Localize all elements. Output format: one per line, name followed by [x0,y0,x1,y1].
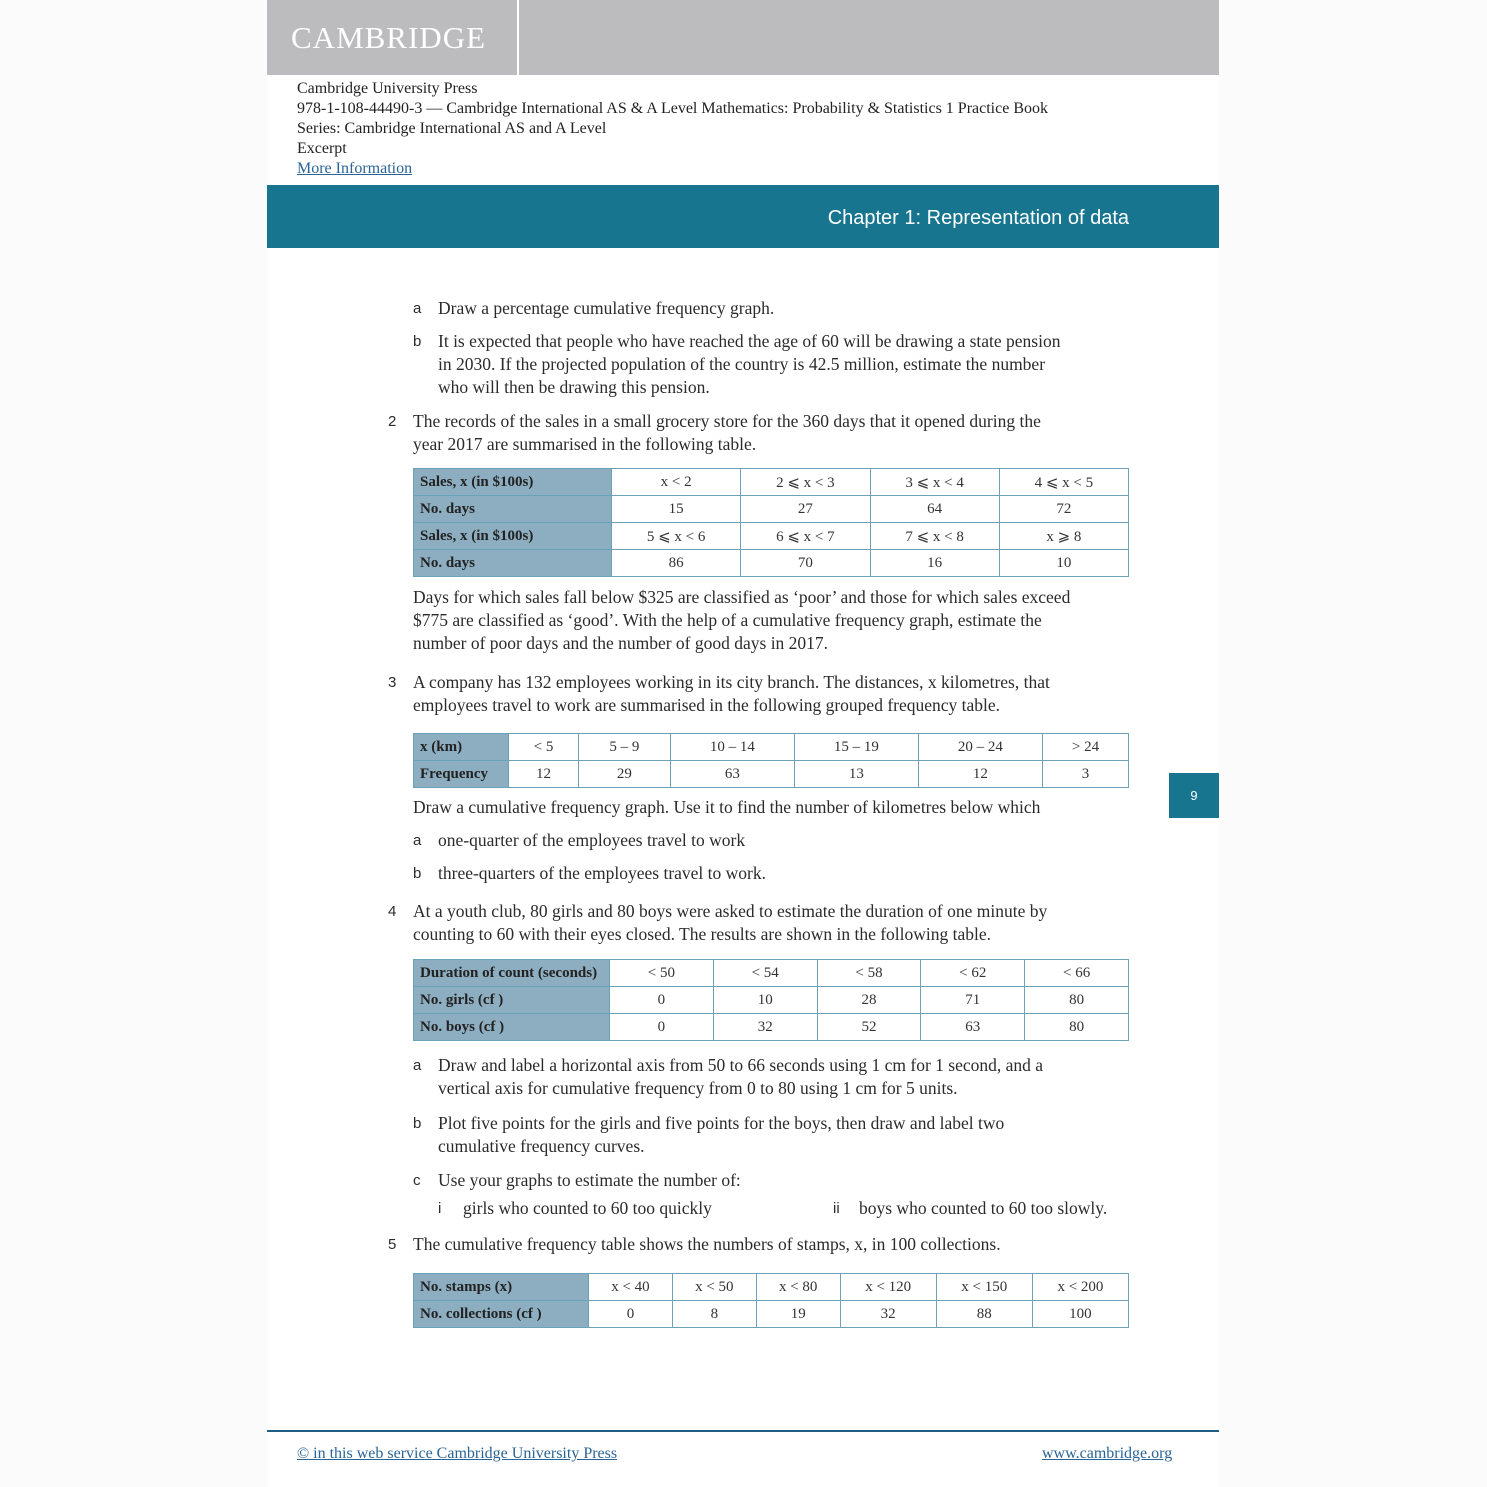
cambridge-website-link[interactable]: www.cambridge.org [1042,1445,1173,1462]
table-cell: 7 ⩽ x < 8 [870,523,999,550]
q1-a-text: Draw a percentage cumulative frequency graph. [438,298,775,318]
q4-c-text: Use your graphs to estimate the number of: [438,1170,741,1190]
table-cell: 0 [610,1014,714,1041]
row-header: Frequency [414,761,509,788]
table-cell: x < 40 [589,1274,673,1301]
table-cell: 28 [817,987,921,1014]
table-cell: 29 [578,761,670,788]
row-header: No. girls (cf ) [414,987,610,1014]
isbn-title: 978-1-108-44490-3 — Cambridge International AS & A Level Mathematics: Probability & Statistics 1 Practice Book [297,100,1048,117]
table-cell: 32 [840,1301,936,1328]
table-cell: < 62 [921,960,1025,987]
chapter-title: Chapter 1: Representation of data [827,207,1129,229]
q4-b-line2: cumulative frequency curves. [438,1136,645,1156]
table-row [414,550,1129,577]
brand-bar [267,0,1219,75]
table-cell: 20 – 24 [918,734,1042,761]
q3-number: 3 [388,674,397,691]
row-header: No. stamps (x) [414,1274,589,1301]
q5-line1: The cumulative frequency table shows the numbers of stamps, x, in 100 collections. [413,1234,1001,1254]
q4-c-label: c [413,1172,421,1189]
table-cell: 52 [817,1014,921,1041]
table-cell: 13 [794,761,918,788]
table-row [414,1014,1129,1041]
q4-number: 4 [388,903,397,920]
q4-b-line1: Plot five points for the girls and five points for the boys, then draw and label two [438,1113,1005,1133]
publisher: Cambridge University Press [297,80,478,97]
copyright-link[interactable]: © in this web service Cambridge University Press [297,1445,618,1462]
q4-a-line2: vertical axis for cumulative frequency from 0 to 80 using 1 cm for 5 units. [438,1078,958,1098]
q2-sales-table [413,468,1129,577]
table-cell: < 50 [610,960,714,987]
table-cell: 63 [670,761,794,788]
table-row [414,1274,1129,1301]
table-cell: 12 [509,761,579,788]
q4-line1: At a youth club, 80 girls and 80 boys were asked to estimate the duration of one minute by [413,901,1048,921]
table-cell: 2 ⩽ x < 3 [741,469,870,496]
row-header: No. collections (cf ) [414,1301,589,1328]
table-cell: x < 50 [672,1274,756,1301]
table-row [414,960,1129,987]
page [267,0,1219,1487]
row-header: No. days [414,550,612,577]
table-cell: 70 [741,550,870,577]
row-header: Sales, x (in $100s) [414,469,612,496]
more-information-link[interactable]: More Information [297,160,413,177]
table-cell: 100 [1032,1301,1128,1328]
q4-count-table [413,959,1129,1041]
q2-line2: year 2017 are summarised in the following table. [413,434,757,454]
table-cell: 0 [610,987,714,1014]
q2-line1: The records of the sales in a small grocery store for the 360 days that it opened during the [413,411,1041,431]
q3-distance-table [413,733,1129,788]
table-cell: 4 ⩽ x < 5 [999,469,1128,496]
q5-number: 5 [388,1236,397,1253]
table-cell: 10 [999,550,1128,577]
q4-b-label: b [413,1115,422,1132]
table-cell: 71 [921,987,1025,1014]
chapter-bar [267,185,1219,248]
q2-after-line2: $775 are classified as ‘good’. With the help of a cumulative frequency graph, estimate the [413,610,1042,630]
table-cell: 15 [612,496,741,523]
q1-b-label: b [413,333,422,350]
table-cell: < 5 [509,734,579,761]
table-cell: 3 [1042,761,1128,788]
table-cell: < 54 [713,960,817,987]
table-row [414,523,1129,550]
row-header: Sales, x (in $100s) [414,523,612,550]
cambridge-logo: CAMBRIDGE [291,20,487,55]
table-cell: x ⩾ 8 [999,523,1128,550]
table-cell: x < 2 [612,469,741,496]
row-header: Duration of count (seconds) [414,960,610,987]
table-cell: x < 200 [1032,1274,1128,1301]
q1-a-label: a [413,300,422,317]
q3-a-text: one-quarter of the employees travel to work [438,830,746,850]
table-cell: 80 [1025,1014,1129,1041]
q4-ci-text: girls who counted to 60 too quickly [463,1198,712,1218]
q2-after-line3: number of poor days and the number of good days in 2017. [413,633,829,653]
table-row [414,761,1129,788]
excerpt-label: Excerpt [297,140,347,157]
table-cell: 86 [612,550,741,577]
table-cell: 6 ⩽ x < 7 [741,523,870,550]
table-cell: 27 [741,496,870,523]
q4-cii-text: boys who counted to 60 too slowly. [859,1198,1108,1218]
table-cell: 5 ⩽ x < 6 [612,523,741,550]
table-row [414,987,1129,1014]
row-header: x (km) [414,734,509,761]
q4-a-label: a [413,1057,422,1074]
q2-after-line1: Days for which sales fall below $325 are classified as ‘poor’ and those for which sales exceed [413,587,1071,607]
table-cell: 32 [713,1014,817,1041]
q4-cii-label: ii [833,1200,840,1217]
table-cell: 3 ⩽ x < 4 [870,469,999,496]
table-cell: 10 – 14 [670,734,794,761]
table-cell: < 66 [1025,960,1129,987]
footer-divider [267,1430,1219,1432]
table-cell: 80 [1025,987,1129,1014]
table-row [414,496,1129,523]
q3-line1: A company has 132 employees working in its city branch. The distances, x kilometres, that [413,672,1050,692]
q3-b-text: three-quarters of the employees travel to work. [438,863,766,883]
table-cell: x < 80 [756,1274,840,1301]
series: Series: Cambridge International AS and A Level [297,120,607,137]
q2-number: 2 [388,413,397,430]
q4-ci-label: i [438,1200,442,1217]
row-header: No. days [414,496,612,523]
q1-b-line2: in 2030. If the projected population of the country is 42.5 million, estimate the number [438,354,1046,374]
table-row [414,734,1129,761]
table-cell: 5 – 9 [578,734,670,761]
page-number: 9 [1169,773,1219,818]
table-cell: 12 [918,761,1042,788]
table-cell: 72 [999,496,1128,523]
table-cell: > 24 [1042,734,1128,761]
table-cell: 16 [870,550,999,577]
row-header: No. boys (cf ) [414,1014,610,1041]
table-cell: 64 [870,496,999,523]
table-cell: x < 150 [936,1274,1032,1301]
table-cell: < 58 [817,960,921,987]
book-metadata [297,79,1048,179]
table-cell: 10 [713,987,817,1014]
q1-b-line1: It is expected that people who have reached the age of 60 will be drawing a state pension [438,331,1061,351]
q3-a-label: a [413,832,422,849]
table-cell: 0 [589,1301,673,1328]
brand-box [267,0,519,75]
table-cell: 8 [672,1301,756,1328]
q4-line2: counting to 60 with their eyes closed. The results are shown in the following table. [413,924,992,944]
table-cell: 15 – 19 [794,734,918,761]
q3-after: Draw a cumulative frequency graph. Use it to find the number of kilometres below which [413,797,1041,817]
q1-b-line3: who will then be drawing this pension. [438,377,710,397]
table-cell: 63 [921,1014,1025,1041]
table-row [414,469,1129,496]
table-cell: 88 [936,1301,1032,1328]
q4-a-line1: Draw and label a horizontal axis from 50 to 66 seconds using 1 cm for 1 second, and a [438,1055,1044,1075]
q3-b-label: b [413,865,422,882]
q3-line2: employees travel to work are summarised in the following grouped frequency table. [413,695,1001,715]
table-row [414,1301,1129,1328]
q5-stamps-table [413,1273,1129,1328]
table-cell: 19 [756,1301,840,1328]
table-cell: x < 120 [840,1274,936,1301]
